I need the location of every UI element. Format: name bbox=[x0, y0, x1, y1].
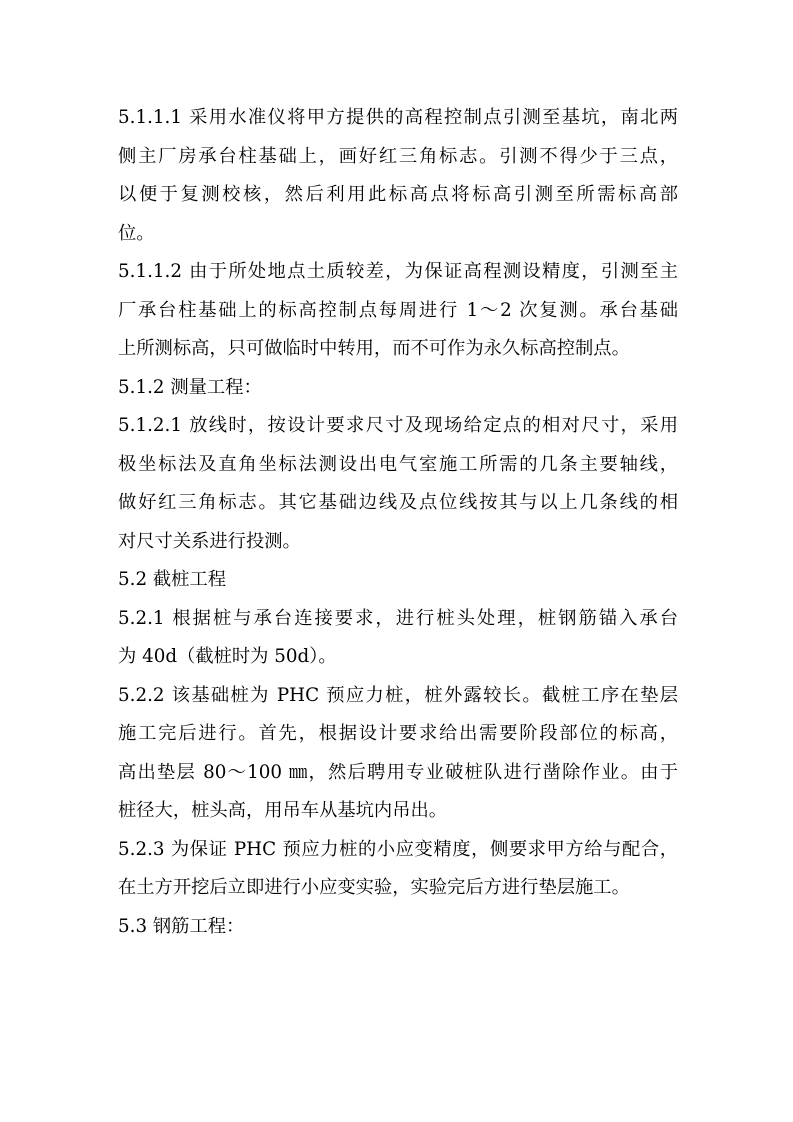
text-line: 5.2.3 为保证 PHC 预应力桩的小应变精度，侧要求甲方给与配合， bbox=[118, 838, 678, 860]
section-heading: 5.3 钢筋工程： bbox=[118, 915, 245, 937]
paragraph-5-2-3 bbox=[118, 831, 678, 908]
text-line: 5.2.1 根据桩与承台连接要求，进行桩头处理，桩钢筋锚入承台 bbox=[118, 607, 678, 629]
text-line: 为 40d（截桩时为 50d）。 bbox=[118, 646, 337, 667]
heading-5-1-2 bbox=[118, 369, 678, 408]
text-line: 厂承台柱基础上的标高控制点每周进行 1～2 次复测。承台基础 bbox=[118, 299, 678, 321]
text-line: 在土方开挖后立即进行小应变实验，实验完后方进行垫层施工。 bbox=[118, 877, 630, 898]
text-line: 5.1.1.2 由于所处地点土质较差，为保证高程测设精度，引测至主 bbox=[118, 261, 678, 282]
paragraph-5-1-2-1 bbox=[118, 407, 678, 561]
text-line: 施工完后进行。首先，根据设计要求给出需要阶段部位的标高， bbox=[118, 723, 678, 744]
section-heading: 5.1.2 测量工程： bbox=[118, 376, 262, 398]
text-line: 上所测标高，只可做临时中转用，而不可作为永久标高控制点。 bbox=[118, 338, 630, 359]
text-line: 做好红三角标志。其它基础边线及点位线按其与以上几条线的相 bbox=[118, 492, 678, 513]
heading-5-2 bbox=[118, 561, 678, 600]
paragraph-5-1-1-1 bbox=[118, 99, 678, 253]
text-line: 桩径大，桩头高，用吊车从基坑内吊出。 bbox=[118, 800, 448, 821]
text-line: 5.1.1.1 采用水准仪将甲方提供的高程控制点引测至基坑，南北两 bbox=[118, 107, 678, 128]
paragraph-5-2-2 bbox=[118, 677, 678, 831]
text-line: 对尺寸关系进行投测。 bbox=[118, 530, 301, 552]
section-heading: 5.2 截桩工程 bbox=[118, 569, 227, 590]
heading-5-3 bbox=[118, 908, 678, 947]
text-line: 5.2.2 该基础桩为 PHC 预应力桩，桩外露较长。截桩工序在垫层 bbox=[118, 684, 678, 706]
text-line: 极坐标法及直角坐标法测设出电气室施工所需的几条主要轴线， bbox=[118, 453, 678, 475]
text-line: 侧主厂房承台柱基础上，画好红三角标志。引测不得少于三点， bbox=[118, 145, 678, 167]
text-line: 高出垫层 80～100 ㎜，然后聘用专业破桩队进行凿除作业。由于 bbox=[118, 761, 678, 783]
document-body bbox=[118, 99, 678, 946]
paragraph-5-2-1 bbox=[118, 600, 678, 677]
text-line: 5.1.2.1 放线时，按设计要求尺寸及现场给定点的相对尺寸，采用 bbox=[118, 415, 678, 436]
text-line: 位。 bbox=[118, 222, 155, 244]
paragraph-5-1-1-2 bbox=[118, 253, 678, 369]
text-line: 以便于复测校核，然后利用此标高点将标高引测至所需标高部 bbox=[118, 184, 678, 205]
